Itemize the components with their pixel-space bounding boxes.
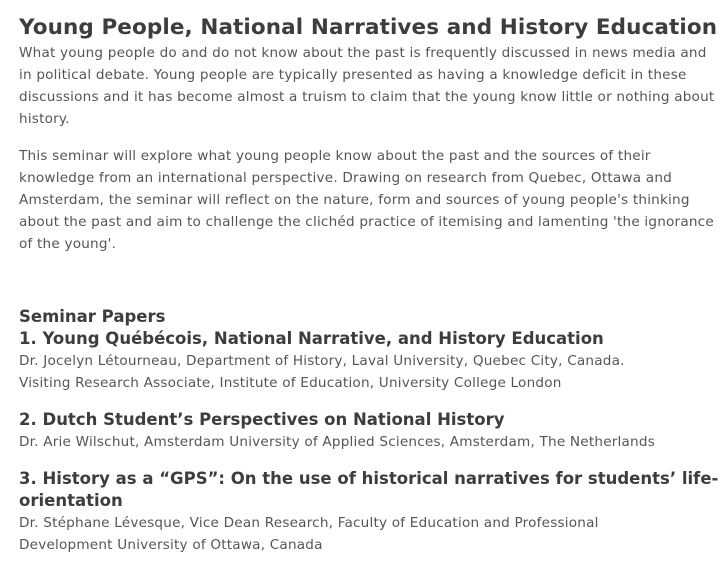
page-title: Young People, National Narratives and History Education [19, 15, 718, 40]
intro-paragraph-2: This seminar will explore what young people know about the past and the sources of their knowledge from an international perspective. Drawing on research from Quebec, Ottawa and Amsterdam, the seminar will reflect on the nature, form and sources of young people's thinking about the past and aim to challenge the clichéd practice of itemising and lamenting 'the ignorance of the young'. [19, 148, 714, 252]
paper-meta-line: Development University of Ottawa, Canada [19, 537, 323, 553]
paper-meta-line: Visiting Research Associate, Institute of Education, University College London [19, 375, 562, 391]
paper-item [19, 328, 719, 394]
paper-title: 1. Young Québécois, National Narrative, and History Education [19, 329, 604, 348]
paper-author-affiliation [19, 431, 719, 453]
paper-title: 2. Dutch Student’s Perspectives on National History [19, 410, 505, 429]
paper-item [19, 409, 719, 453]
intro-paragraph-1: What young people do and do not know about the past is frequently discussed in news media and in political debate. Young people are typically presented as having a knowledge deficit in these discussions and it has become almost a truism to claim that the young know little or nothing about history. [19, 45, 715, 127]
paper-meta-line: Dr. Stéphane Lévesque, Vice Dean Research, Faculty of Education and Professional [19, 515, 599, 531]
paper-meta-line: Dr. Jocelyn Létourneau, Department of History, Laval University, Quebec City, Canada. [19, 353, 625, 369]
paper-meta-line: Dr. Arie Wilschut, Amsterdam University of Applied Sciences, Amsterdam, The Netherlands [19, 434, 655, 450]
seminar-page [19, 14, 719, 556]
seminar-papers-heading: Seminar Papers [19, 307, 166, 326]
paper-item [19, 468, 719, 556]
paper-author-affiliation [19, 512, 719, 556]
paper-title: 3. History as a “GPS”: On the use of historical narratives for students’ life-orientation [19, 469, 719, 510]
paper-author-affiliation [19, 350, 719, 394]
